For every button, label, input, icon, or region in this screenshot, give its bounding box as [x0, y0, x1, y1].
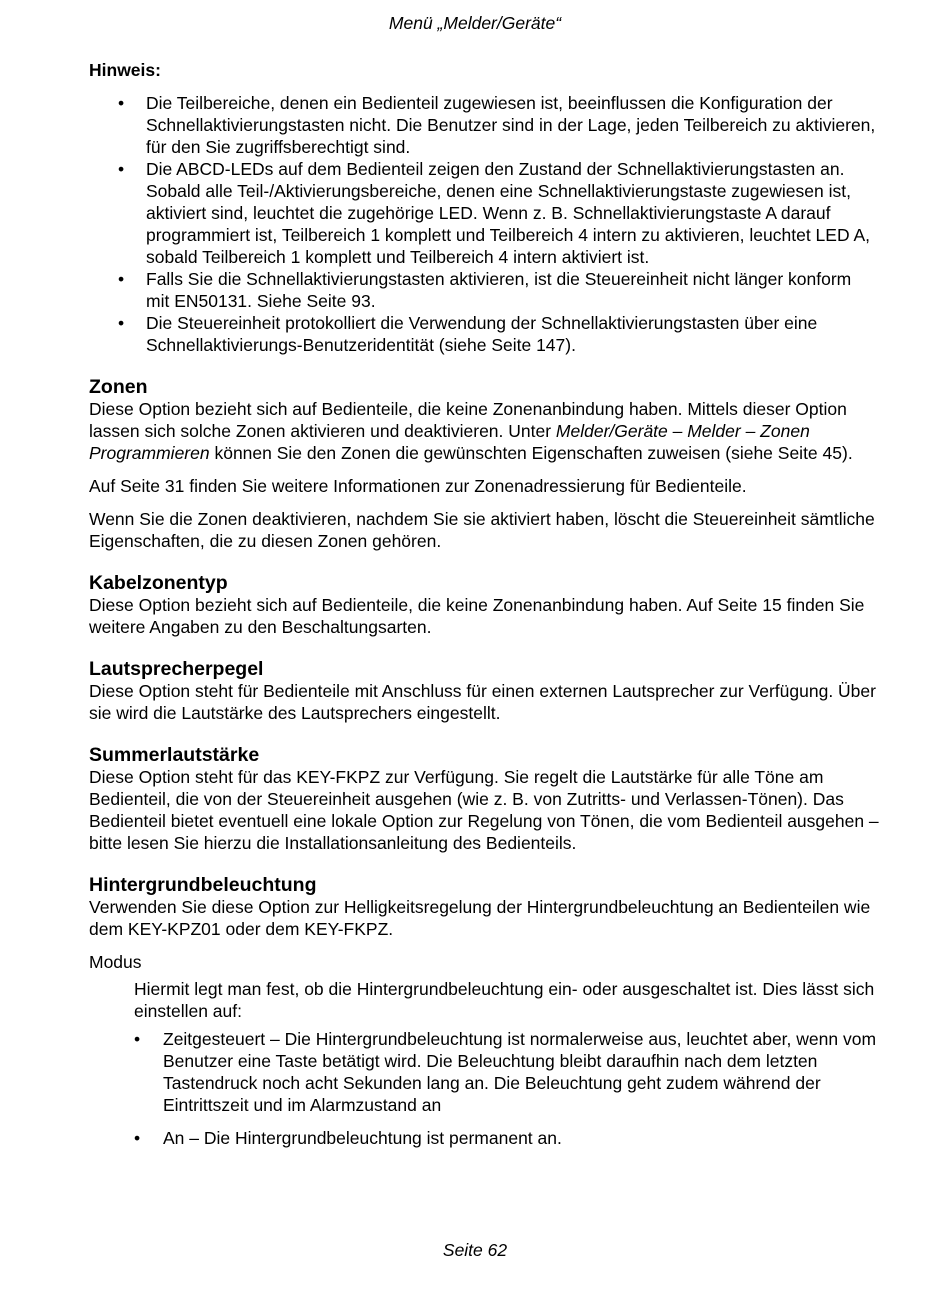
lautsprecherpegel-paragraph: Diese Option steht für Bedienteile mit Anschluss für einen externen Lautsprecher zur Verfügung. Über sie wird die Lautstärke des Lautsprechers eingestellt.: [89, 681, 876, 723]
hintergrund-paragraph: Verwenden Sie diese Option zur Helligkeitsregelung der Hintergrundbeleuchtung an Bedienteilen wie dem KEY-KPZ01 oder dem KEY-FKPZ.: [89, 897, 871, 939]
list-item: • An – Die Hintergrundbeleuchtung ist permanent an.: [134, 1128, 562, 1148]
zonen-paragraph-1: Diese Option bezieht sich auf Bedienteile, die keine Zonenanbindung haben. Mittels dieser Option lassen sich solche Zonen aktivieren und deaktivieren. Unter Melder/Geräte – Melder – Zonen Programmieren können Sie den Zonen die gewünschten Eigenschaften zuweisen (siehe Seite 45).: [89, 399, 853, 463]
page-number: Seite 62: [442, 1240, 508, 1260]
zonen-paragraph-2: Auf Seite 31 finden Sie weitere Informationen zur Zonenadressierung für Bedienteile.: [89, 476, 747, 496]
section-heading-summerlautstaerke: Summerlautstärke: [89, 744, 260, 766]
list-item: • Falls Sie die Schnellaktivierungstasten aktivieren, ist die Steuereinheit nicht länger konform mit EN50131. Siehe Seite 93.: [118, 269, 852, 311]
bullet-icon: •: [118, 269, 125, 289]
zonen-paragraph-3: Wenn Sie die Zonen deaktivieren, nachdem Sie sie aktiviert haben, löscht die Steuereinheit sämtliche Eigenschaften, die zu diesen Zonen gehören.: [89, 509, 875, 551]
modus-description: Hiermit legt man fest, ob die Hintergrundbeleuchtung ein- oder ausgeschaltet ist. Dies lässt sich einstellen auf:: [134, 979, 875, 1021]
bullet-icon: •: [118, 313, 125, 333]
bullet-icon: •: [118, 93, 125, 113]
bullet-icon: •: [118, 159, 125, 179]
section-heading-kabelzonentyp: Kabelzonentyp: [89, 572, 228, 594]
list-item: • Die Teilbereiche, denen ein Bedienteil zugewiesen ist, beeinflussen die Konfiguration der Schnellaktivierungstasten nicht. Die Benutzer sind in der Lage, jeden Teilbereich zu aktivieren, für den Sie zugriffsberechtigt sind.: [118, 93, 876, 157]
section-heading-hintergrundbeleuchtung: Hintergrundbeleuchtung: [89, 874, 317, 896]
kabelzonentyp-paragraph: Diese Option bezieht sich auf Bedienteile, die keine Zonenanbindung haben. Auf Seite 15 finden Sie weitere Angaben zu den Beschaltungsarten.: [89, 595, 865, 637]
running-header: Menü „Melder/Geräte“: [388, 13, 562, 33]
modus-label: Modus: [89, 952, 142, 972]
page-body: [89, 59, 879, 1149]
section-heading-zonen: Zonen: [89, 376, 148, 398]
menu-path: Melder/Geräte – Melder – Zonen Programmieren: [89, 421, 810, 463]
list-item: • Zeitgesteuert – Die Hintergrundbeleuchtung ist normalerweise aus, leuchtet aber, wenn vom Benutzer eine Taste betätigt wird. Die Beleuchtung bleibt daraufhin nach dem letzten Tastendruck noch acht Sekunden lang an. Die Beleuchtung geht zudem während der Eintrittszeit und im Alarmzustand an: [134, 1029, 877, 1115]
bullet-icon: •: [134, 1128, 141, 1148]
list-item: • Die Steuereinheit protokolliert die Verwendung der Schnellaktivierungstasten über eine Schnellaktivierungs-Benutzeridentität (siehe Seite 147).: [118, 313, 818, 355]
list-item: • Die ABCD-LEDs auf dem Bedienteil zeigen den Zustand der Schnellaktivierungstasten an. Sobald alle Teil-/Aktivierungsbereiche, denen eine Schnellaktivierungstaste zugewiesen ist, aktiviert sind, leuchtet die zugehörige LED. Wenn z. B. Schnellaktivierungstaste A darauf programmiert ist, Teilbereich 1 komplett und Teilbereich 4 intern zu aktivieren, leuchtet LED A, sobald Teilbereich 1 komplett und Teilbereich 4 intern aktiviert ist.: [118, 159, 871, 267]
summerlautstaerke-paragraph: Diese Option steht für das KEY-FKPZ zur Verfügung. Sie regelt die Lautstärke für alle Töne am Bedienteil, die von der Steuereinheit ausgehen (wie z. B. von Zutritts- und Verlassen-Tönen). Das Bedienteil bietet eventuell eine lokale Option zur Regelung von Tönen, die vom Bedienteil ausgehen – bitte lesen Sie hierzu die Installationsanleitung des Bedienteils.: [89, 767, 879, 853]
bullet-icon: •: [134, 1029, 141, 1049]
note-list: [89, 92, 879, 356]
note-title: Hinweis:: [89, 60, 161, 80]
section-heading-lautsprecherpegel: Lautsprecherpegel: [89, 658, 264, 680]
modus-options-list: [89, 1028, 879, 1149]
